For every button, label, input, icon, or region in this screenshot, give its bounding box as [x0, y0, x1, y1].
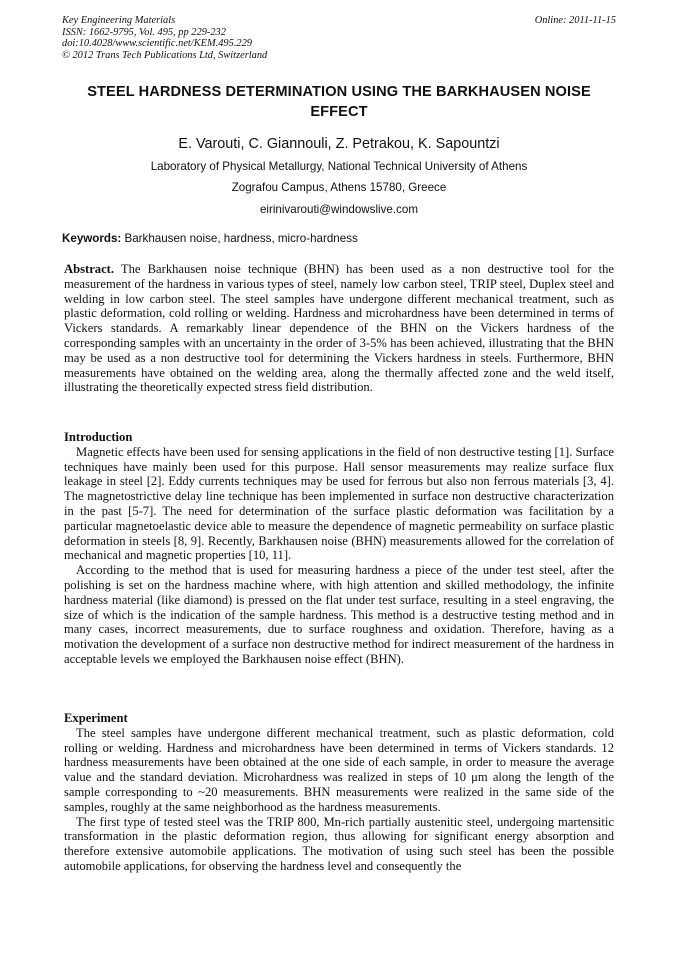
introduction-heading: Introduction [64, 430, 133, 444]
keywords-label: Keywords: [62, 232, 122, 245]
copyright-line: © 2012 Trans Tech Publications Ltd, Switzerland [62, 49, 268, 61]
abstract-label: Abstract. [64, 262, 115, 276]
journal-name: Key Engineering Materials [62, 15, 176, 26]
experiment-paragraph-1: The steel samples have undergone different mechanical treatment, such as plastic deformation, cold rolling or welding. Hardness and microhardness have been determined in terms of Vickers standards. 12 hardness measurements have been obtained at the one side of each sample, in order to measure the average value and the standard deviation. Microhardness was realized in steps of 10 μm along the length of the sample corresponding to ~20 measurements. BHN measurements were realized in the same side of the samples, roughly at the same neighborhood as the hardness measurements. [64, 725, 614, 814]
introduction-paragraph-2: According to the method that is used for measuring hardness a piece of the under test steel, after the polishing is set on the hardness machine where, with high attention and skilled methodology, the infinite hardness material (like diamond) is pressed on the flat under test surface, resulting in a steel engraving, the size of which is the indication of the sample hardness. This method is a destructive testing method and in many cases, incorrect measurements, due to surface roughness and oxidation. Therefore, having as a motivation the development of a surface non destructive method for indirect measurement of the hardness in acceptable levels we employed the Barkhausen noise effect (BHN). [64, 563, 614, 666]
author-email: eirinivarouti@windowslive.com [259, 203, 419, 216]
keywords-text: Barkhausen noise, hardness, micro-hardness [121, 232, 358, 245]
abstract [64, 262, 614, 395]
journal-header [62, 15, 616, 61]
online-date: Online: 2011-11-15 [534, 15, 616, 26]
abstract-text: The Barkhausen noise technique (BHN) has been used as a non destructive tool for the measurement of the hardness in various types of steel, namely low carbon steel, TRIP steel, Duplex steel and welding in low carbon steel. The steel samples have undergone different mechanical treatment, such as plastic deformation, cold rolling or welding. Hardness and microhardness have been determined in terms of Vickers standards. A remarkably linear dependence of the BHN on the Vickers hardness of the corresponding samples with an uncertainty in the order of 3-5% has been achieved, illustrating that the BHN may be used as a non destructive tool for determining the Vickers hardness in steels. Furthermore, BHN measurements have obtained on the welding area, along the thermally affected zone and the weld itself, illustrating the theoretically expected stress field distribution. [64, 262, 614, 395]
keywords [62, 232, 616, 245]
author-list: E. Varouti, C. Giannouli, Z. Petrakou, K. Sapountzi [178, 136, 500, 152]
affiliation-line-1: Laboratory of Physical Metallurgy, National Technical University of Athens [150, 160, 528, 173]
issn-line: ISSN: 1662-9795, Vol. 495, pp 229-232 [62, 26, 226, 38]
experiment-heading: Experiment [64, 711, 128, 725]
introduction-section [64, 430, 614, 667]
doi-line: doi:10.4028/www.scientific.net/KEM.495.229 [62, 38, 252, 50]
paper-title: STEEL HARDNESS DETERMINATION USING THE BARKHAUSEN NOISE EFFECT [87, 84, 591, 120]
introduction-paragraph-1: Magnetic effects have been used for sensing applications in the field of non destructive testing [1]. Surface techniques have mainly been used for this purpose. Hall sensor measurements may realize surface flux leakage in steel [2]. Eddy currents techniques may be used for ferrous but also non ferrous materials [3, 4]. The magnetostrictive delay line technique has been implemented in surface non destructive characterization in the past [5-7]. The need for determination of the surface plastic deformation was facilitation by a particular magnetoelastic device able to measure the dependence of magnetic permeability on surface plastic deformation in steels [8, 9]. Recently, Barkhausen noise (BHN) measurements allowed for the correlation of mechanical and magnetic properties [10, 11]. [64, 444, 614, 563]
affiliation-line-2: Zografou Campus, Athens 15780, Greece [231, 181, 447, 194]
experiment-section [64, 711, 614, 874]
experiment-paragraph-2: The first type of tested steel was the TRIP 800, Mn-rich partially austenitic steel, undergoing martensitic transformation in the plastic deformation region, thus allowing for significant energy absorption and therefore extensive automobile applications. The motivation of using such steel has been the possible automobile applications, for observing the hardness level and consequently the [64, 814, 614, 873]
